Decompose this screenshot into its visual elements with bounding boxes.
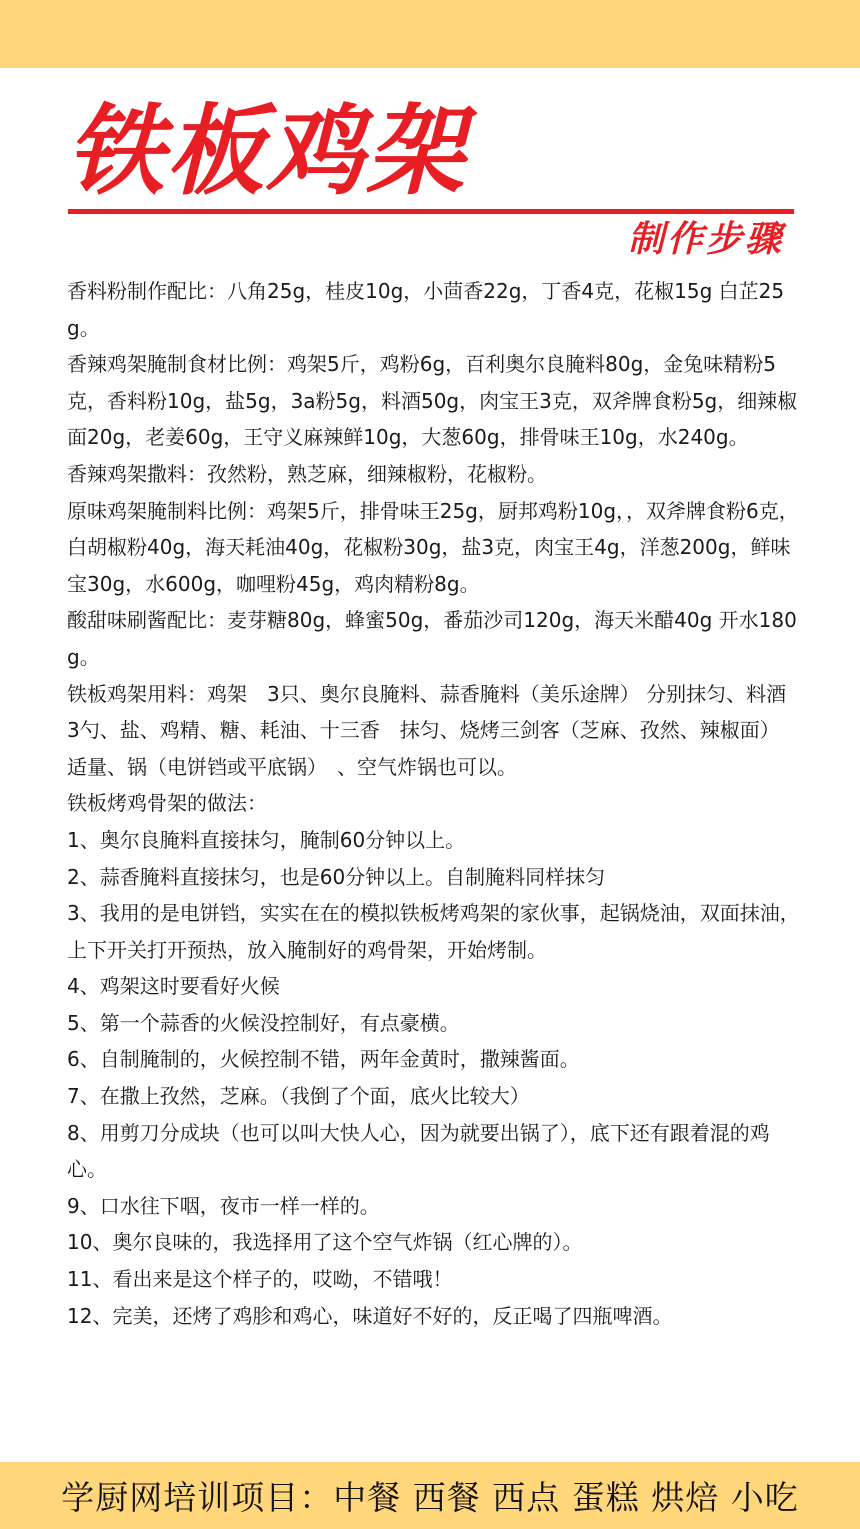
step-item: 8、用剪刀分成块（也可以叫大快人心，因为就要出锅了），底下还有跟着混的鸡心。 bbox=[67, 1120, 770, 1182]
page-subtitle: 制作步骤 bbox=[627, 219, 784, 260]
ingredients-paragraph: 铁板鸡架用料：鸡架 3只、奥尔良腌料、蒜香腌料（美乐途牌） 分别抹匀、料酒 3勺、盐、鸡精、糖、耗油、十三香 抹匀、烧烤三剑客（芝麻、孜然、辣椒面） 适量、锅（电饼铛或平底锅） 、空气炸锅也可以。 bbox=[67, 681, 813, 779]
footer-text: 学厨网培训项目：中餐 西餐 西点 蛋糕 烘焙 小吃 bbox=[61, 1478, 799, 1517]
step-item: 6、自制腌制的，火候控制不错，两年金黄时，撒辣酱面。 bbox=[67, 1047, 580, 1072]
sweet-sour-sauce-paragraph: 酸甜味刷酱配比：麦芽糖80g，蜂蜜50g，番茄沙司120g，海天米醋40g 开水180g。 bbox=[67, 608, 797, 669]
page-title: 铁板鸡架 bbox=[66, 95, 467, 209]
spice-ratio-paragraph: 香料粉制作配比：八角25g，桂皮10g，小茴香22g，丁香4克，花椒15g 白芷25g。 bbox=[67, 279, 785, 340]
recipe-content bbox=[67, 273, 813, 1334]
step-item: 10、奥尔良味的，我选择用了这个空气炸锅（红心牌的）。 bbox=[67, 1230, 583, 1255]
step-item: 1、奥尔良腌料直接抹匀，腌制60分钟以上。 bbox=[67, 827, 466, 852]
title-divider bbox=[68, 209, 794, 214]
original-marinade-paragraph: 原味鸡架腌制料比例：鸡架5斤，排骨味王25g，厨邦鸡粉10g，，双斧牌食粉6克，白胡椒粉40g，海天耗油40g，花椒粉30g，盐3克，肉宝王4g，洋葱200g，鲜味宝30g，水600g，咖哩粉45g，鸡肉精粉8g。 bbox=[67, 498, 799, 596]
step-item: 3、我用的是电饼铛，实实在在的模拟铁板烤鸡架的家伙事，起锅烧油，双面抹油，上下开关打开预热，放入腌制好的鸡骨架，开始烤制。 bbox=[67, 901, 800, 962]
step-item: 9、口水往下咽，夜市一样一样的。 bbox=[67, 1193, 380, 1218]
spicy-topping-paragraph: 香辣鸡架撒料：孜然粉，熟芝麻，细辣椒粉，花椒粉。 bbox=[67, 461, 547, 486]
step-item: 2、蒜香腌料直接抹匀，也是60分钟以上。自制腌料同样抹匀 bbox=[67, 864, 606, 889]
step-item: 12、完美，还烤了鸡胗和鸡心，味道好不好的，反正喝了四瓶啤酒。 bbox=[67, 1303, 673, 1328]
method-heading: 铁板烤鸡骨架的做法： bbox=[67, 791, 267, 816]
step-item: 11、看出来是这个样子的，哎呦，不错哦！ bbox=[67, 1267, 453, 1292]
top-banner bbox=[0, 0, 860, 68]
footer-banner bbox=[0, 1462, 860, 1529]
spicy-marinade-paragraph: 香辣鸡架腌制食材比例：鸡架5斤，鸡粉6g，百利奥尔良腌料80g，金兔味精粉5克，香料粉10g，盐5g，3a粉5g，料酒50g，肉宝王3克，双斧牌食粉5g，细辣椒面20g，老姜60g，王守义麻辣鲜10g，大葱60g，排骨味王10g，水240g。 bbox=[67, 352, 798, 450]
step-item: 5、第一个蒜香的火候没控制好，有点豪横。 bbox=[67, 1010, 460, 1035]
step-item: 4、鸡架这时要看好火候 bbox=[67, 974, 280, 999]
step-item: 7、在撒上孜然，芝麻。（我倒了个面，底火比较大） bbox=[67, 1084, 530, 1109]
